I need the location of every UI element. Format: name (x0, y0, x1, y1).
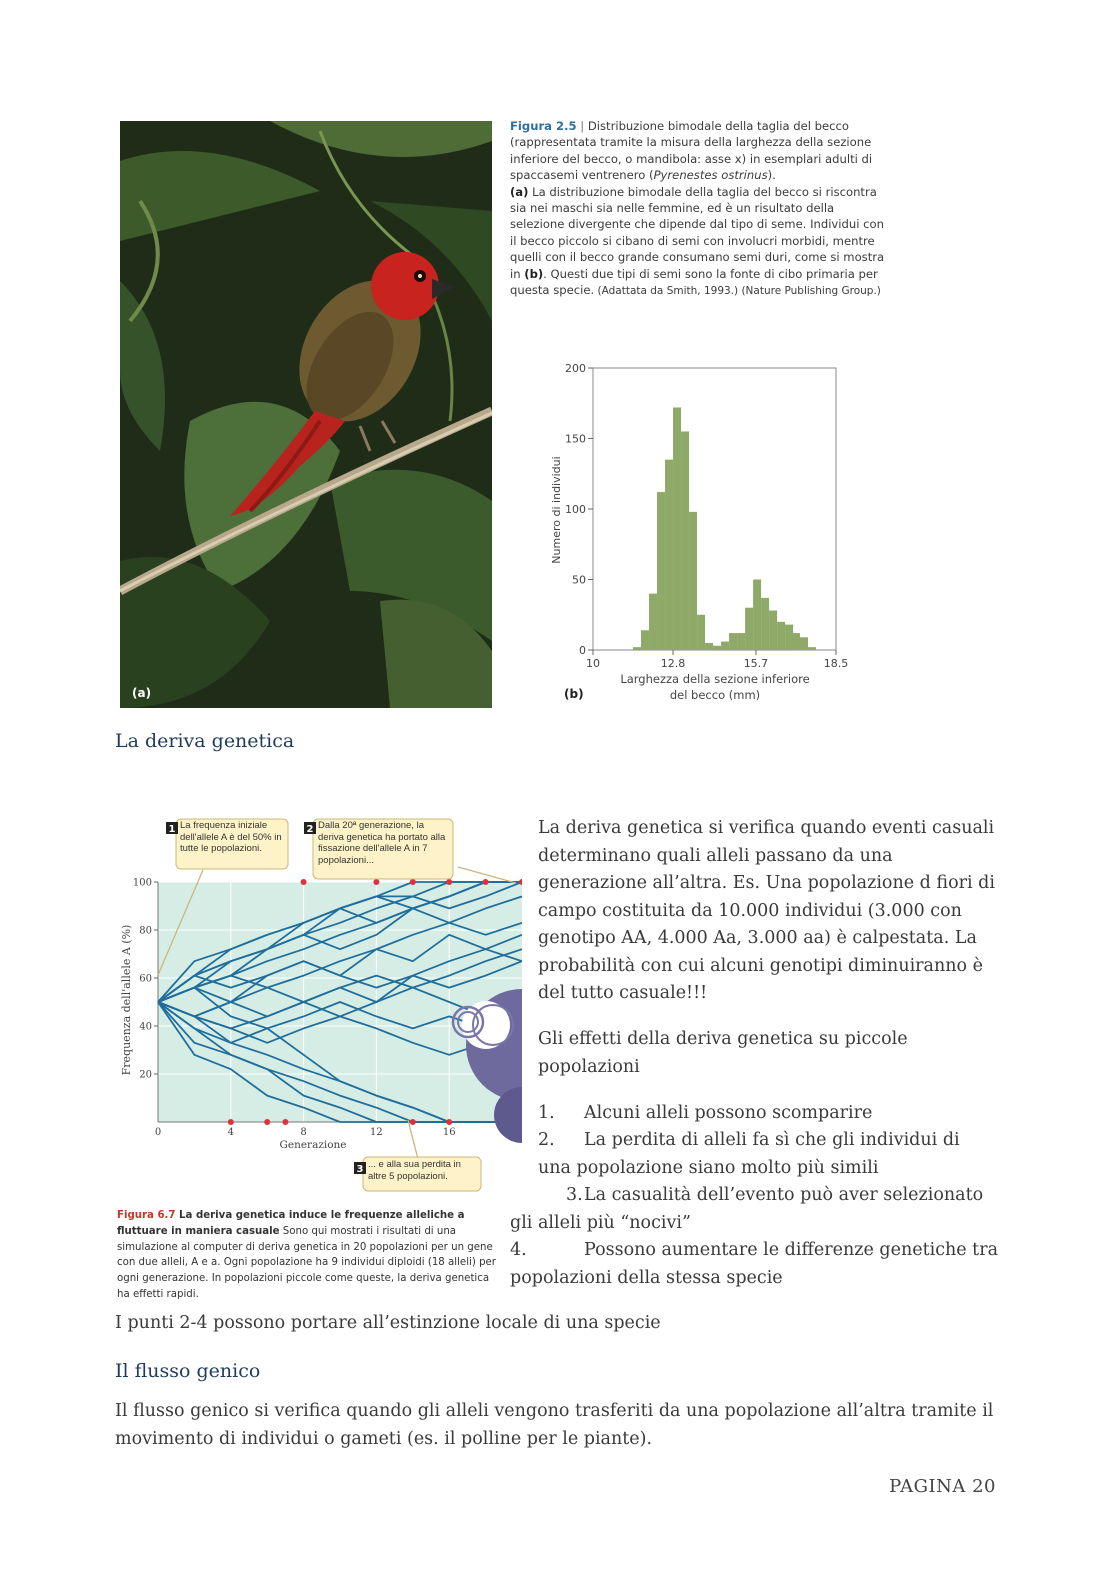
flusso-paragraph: Il flusso genico si verifica quando gli alleli vengono trasferiti da una popolazione all’altra tramite il movimento di individui o gameti (es. il polline per le piante). (115, 1401, 994, 1449)
y-tick-label: 150 (565, 432, 586, 446)
histogram-bar (657, 492, 665, 650)
list-number: 3. (566, 1185, 583, 1205)
histogram-bar (737, 633, 745, 650)
loss-marker (446, 1119, 452, 1125)
y-axis-label: Numero di individui (550, 456, 563, 564)
bird-illustration (120, 121, 492, 708)
fixation-marker (483, 879, 489, 885)
y-axis-label: Frequenza dell'allele A (%) (120, 924, 133, 1076)
bird-photo (120, 121, 492, 708)
x-axis-label-line2: del becco (mm) (669, 688, 761, 702)
callout-2-text: Dalla 20ª generazione, la deriva genetica ha portato alla fissazione dell'allele A in 7 popolazioni... (318, 820, 446, 866)
list-text: La casualità dell’evento può aver selezionato gli alleli più “nocivi” (510, 1185, 984, 1233)
callout-1 (166, 819, 288, 869)
histogram-bar (665, 460, 673, 650)
histogram-bar (785, 625, 793, 650)
histogram-panel (540, 355, 890, 710)
histogram-bar (769, 611, 777, 650)
part-a-text: La distribuzione bimodale della taglia del becco si riscontra sia nei maschi sia nelle femmine, ed è un risultato della selezione divergente che dipende dal tipo di seme. Individui con il becco piccolo si cibano di semi con involucri morbidi, mentre quelli con il becco grande consumano semi duri, come si mostra in (510, 184, 885, 281)
plot-frame (593, 368, 836, 650)
figure-label: Figura 2.5 (510, 119, 577, 133)
part-b-ref: (b) (524, 266, 544, 281)
figure-2-5-caption (510, 118, 890, 299)
x-tick-label: 12 (370, 1127, 383, 1138)
histogram-bar (777, 622, 785, 650)
x-tick-label: 10 (586, 657, 600, 670)
histogram-bar (649, 594, 657, 650)
x-tick-label: 12.8 (660, 657, 686, 670)
histogram-bar (633, 647, 641, 650)
caption-intro-end: ). (767, 168, 776, 183)
figure-6-7-title: La deriva genetica induce le frequenze alleliche a fluttuare in maniera casuale (117, 1210, 465, 1237)
part-b-text: . Questi due tipi di semi sono la fonte di cibo primaria per questa specie. (510, 266, 878, 298)
figure-label-6-7: Figura 6.7 (117, 1210, 176, 1221)
list-number: 1. (538, 1103, 555, 1123)
drift-chart (118, 815, 522, 1205)
caption-separator: | (576, 119, 588, 133)
histogram-bar (681, 431, 689, 650)
loss-marker (228, 1119, 234, 1125)
histogram-bar (761, 598, 769, 650)
callout-1-text: La frequenza iniziale dell'allele A è del 50% in tutte le popolazioni. (180, 820, 282, 854)
list-text: Possono aumentare le differenze genetiche tra popolazioni della stessa specie (510, 1240, 999, 1288)
histogram-bar (753, 580, 761, 651)
fixation-marker (446, 879, 452, 885)
figure-6-7-text: Sono qui mostrati i risultati di una simulazione al computer di deriva genetica in 20 popolazioni per un gene con due alleli, A e a. Ogni popolazione ha 9 individui diploidi (18 alleli) per ogni generazione. In popolazioni piccole come queste, la deriva genetica ha effetti rapidi. (117, 1225, 496, 1300)
photo-label: (a) (132, 686, 152, 700)
figure-6-7-caption (117, 1208, 497, 1303)
x-tick-label: 18.5 (823, 657, 849, 670)
y-tick-label: 60 (139, 973, 152, 985)
histogram-bar (792, 633, 800, 650)
list-text: Alcuni alleli possono scomparire (584, 1103, 873, 1123)
fixation-marker (301, 879, 307, 885)
x-axis-label-line1: Larghezza della sezione inferiore (620, 672, 810, 686)
histogram-bar (673, 407, 681, 650)
histogram-bar (721, 642, 729, 650)
callout-3 (354, 1157, 481, 1191)
callout-1-number: 1 (168, 824, 176, 835)
histogram-bar (800, 637, 808, 650)
drift-figure (118, 815, 522, 1205)
page-number: PAGINA 20 (889, 1476, 996, 1497)
y-tick-label: 40 (139, 1021, 152, 1033)
list-item-2 (538, 1127, 998, 1182)
list-number: 2. (538, 1130, 555, 1150)
list-number: 4. (510, 1240, 527, 1260)
histogram-bar (745, 608, 753, 650)
y-tick-label: 20 (139, 1069, 152, 1081)
histogram-bar (697, 615, 705, 650)
caption-source: (Adattata da Smith, 1993.) (Nature Publishing Group.) (594, 285, 881, 298)
list-item-1 (538, 1100, 998, 1128)
fixation-marker (410, 879, 416, 885)
y-tick-label: 0 (579, 644, 586, 657)
histogram-bar (705, 643, 713, 650)
conclusion-text: I punti 2-4 possono portare all’estinzione locale di una specie (115, 1313, 661, 1333)
x-axis-label: Generazione (279, 1139, 347, 1151)
list-item-4 (510, 1237, 1000, 1292)
histogram-bar (808, 647, 816, 650)
histogram-bar (713, 646, 721, 650)
y-tick-label: 50 (572, 573, 586, 587)
callout-2 (304, 819, 453, 879)
histogram-bar (689, 512, 697, 650)
loss-marker (410, 1119, 416, 1125)
x-tick-label: 15.7 (743, 657, 769, 670)
fixation-marker (373, 879, 379, 885)
effects-intro: Gli effetti della deriva genetica su piccole popolazioni (538, 1029, 908, 1077)
x-tick-label: 8 (300, 1127, 307, 1138)
callout-2-number: 2 (306, 824, 314, 835)
part-a-label: (a) (510, 184, 529, 199)
x-tick-label: 4 (227, 1127, 234, 1138)
list-item-3 (510, 1182, 1000, 1237)
section-heading-deriva: La deriva genetica (115, 730, 295, 752)
y-tick-label: 80 (139, 925, 152, 937)
histogram-bar (641, 630, 649, 650)
loss-marker (264, 1119, 270, 1125)
list-text: La perdita di alleli fa sì che gli individui di una popolazione siano molto più simili (538, 1130, 960, 1178)
y-tick-label: 100 (132, 877, 152, 889)
chart-label: (b) (564, 687, 584, 701)
callout-3-text: ... e alla sua perdita in altre 5 popolazioni. (368, 1159, 461, 1182)
section-heading-flusso: Il flusso genico (115, 1360, 261, 1382)
histogram-bar (729, 633, 737, 650)
deriva-paragraph: La deriva genetica si verifica quando eventi casuali determinano quali alleli passano da una generazione all’altra. Es. Una popolazione d fiori di campo costituita da 10.000 individui (3.000 con genotipo AA, 4.000 Aa, 3.000 aa) è calpestata. La probabilità con cui alcuni genotipi diminuiranno è del tutto casuale!!! (538, 818, 995, 1003)
x-tick-label: 0 (154, 1127, 162, 1138)
loss-marker (282, 1119, 288, 1125)
callout-3-number: 3 (356, 1164, 364, 1175)
y-tick-label: 200 (565, 362, 586, 375)
beak-histogram (540, 355, 890, 710)
caption-intro: Distribuzione bimodale della taglia del becco (rappresentata tramite la misura della larghezza della sezione inferiore del becco, o mandibola: asse x) in esemplari adulti di spaccasemi ventrenero ( (510, 119, 873, 183)
species-name: Pyrenestes ostrinus (653, 168, 768, 183)
y-tick-label: 100 (565, 503, 586, 516)
x-tick-label: 16 (442, 1127, 456, 1138)
